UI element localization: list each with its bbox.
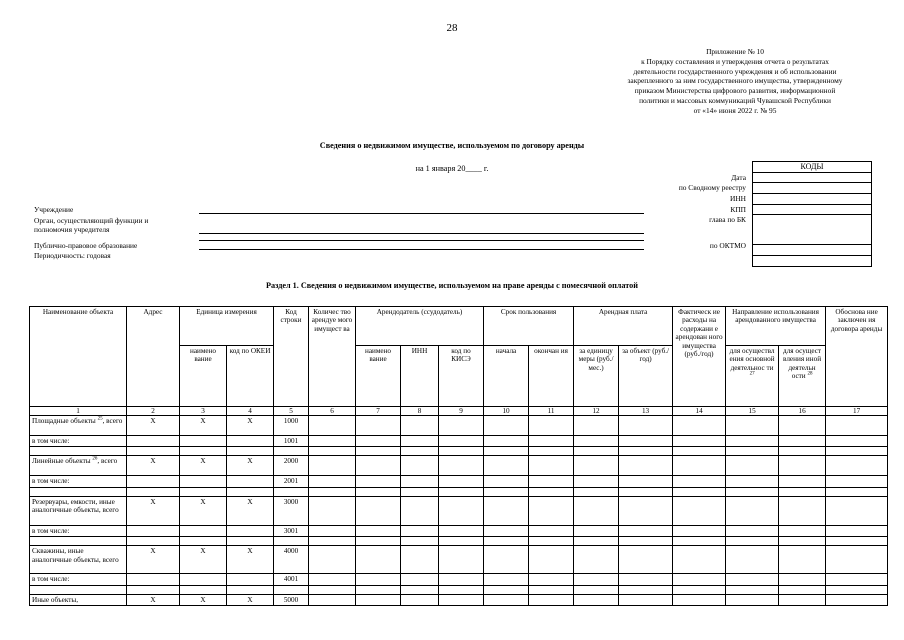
x-mark: X bbox=[227, 546, 274, 574]
data-cell[interactable] bbox=[779, 436, 826, 447]
report-date: на 1 января 20____ г. bbox=[415, 164, 489, 173]
data-cell[interactable] bbox=[619, 476, 673, 487]
code-inn-cell[interactable] bbox=[753, 194, 872, 205]
data-cell[interactable] bbox=[484, 574, 529, 585]
data-cell[interactable] bbox=[529, 456, 574, 476]
row-code: 4001 bbox=[274, 574, 309, 585]
data-cell[interactable] bbox=[127, 525, 180, 536]
label-ppo: Публично-правовое образование bbox=[34, 241, 138, 250]
data-cell[interactable] bbox=[180, 525, 227, 536]
col-lessor-name-header: наимено вание bbox=[356, 346, 401, 407]
data-cell[interactable] bbox=[673, 476, 726, 487]
col-actual-costs-header: Фактическ ие расходы на содержани е арендован ного имущества (руб./год) bbox=[673, 307, 726, 407]
x-mark: X bbox=[180, 416, 227, 436]
data-cell[interactable] bbox=[401, 525, 439, 536]
codes-header: КОДЫ bbox=[753, 162, 872, 173]
data-cell[interactable] bbox=[356, 436, 401, 447]
x-mark: X bbox=[180, 594, 227, 605]
col-term-start-header: начала bbox=[484, 346, 529, 407]
x-mark: X bbox=[227, 496, 274, 525]
code-registry-cell[interactable] bbox=[753, 183, 872, 194]
data-cell[interactable] bbox=[574, 496, 619, 525]
data-cell[interactable] bbox=[673, 436, 726, 447]
data-cell[interactable] bbox=[401, 436, 439, 447]
data-cell[interactable] bbox=[726, 416, 779, 436]
data-cell[interactable] bbox=[619, 496, 673, 525]
row-code: 5000 bbox=[274, 594, 309, 605]
data-cell[interactable] bbox=[309, 416, 356, 436]
col-lessor-header: Арендодатель (ссудодатель) bbox=[356, 307, 484, 346]
code-extra-cell[interactable] bbox=[753, 256, 872, 267]
x-mark: X bbox=[127, 496, 180, 525]
data-cell[interactable] bbox=[574, 525, 619, 536]
x-mark: X bbox=[227, 456, 274, 476]
row-code: 2000 bbox=[274, 456, 309, 476]
data-cell[interactable] bbox=[826, 574, 888, 585]
lease-table bbox=[29, 306, 888, 606]
label-founder-body-1: Орган, осуществляющий функции и bbox=[34, 216, 149, 225]
column-number: 17 bbox=[826, 407, 888, 416]
column-number: 10 bbox=[484, 407, 529, 416]
column-number: 4 bbox=[227, 407, 274, 416]
col-rent-object-header: за объект (руб./год) bbox=[619, 346, 673, 407]
col-address-header: Адрес bbox=[127, 307, 180, 407]
column-number: 11 bbox=[529, 407, 574, 416]
data-cell[interactable] bbox=[619, 436, 673, 447]
col-direction-header: Направление использования арендованного имущества bbox=[726, 307, 826, 346]
col-unit-name-header: наимено вание bbox=[180, 346, 227, 407]
data-cell[interactable] bbox=[484, 416, 529, 436]
data-cell[interactable] bbox=[309, 496, 356, 525]
data-cell[interactable] bbox=[439, 476, 484, 487]
x-mark: X bbox=[180, 456, 227, 476]
row-label: в том числе: bbox=[30, 574, 127, 585]
data-cell[interactable] bbox=[779, 574, 826, 585]
data-cell[interactable] bbox=[619, 525, 673, 536]
data-cell[interactable] bbox=[826, 546, 888, 574]
x-mark: X bbox=[127, 456, 180, 476]
data-cell[interactable] bbox=[529, 476, 574, 487]
data-cell[interactable] bbox=[439, 416, 484, 436]
column-number: 14 bbox=[673, 407, 726, 416]
data-cell[interactable] bbox=[309, 574, 356, 585]
table-row-linear-total bbox=[30, 456, 888, 476]
data-cell[interactable] bbox=[726, 594, 779, 605]
row-code: 3001 bbox=[274, 525, 309, 536]
label-bk: глава по БК bbox=[709, 215, 746, 224]
label-period: Периодичность: годовая bbox=[34, 251, 111, 260]
data-cell[interactable] bbox=[673, 594, 726, 605]
data-cell[interactable] bbox=[826, 525, 888, 536]
data-cell[interactable] bbox=[673, 525, 726, 536]
x-mark: X bbox=[180, 546, 227, 574]
table-row-area-blank bbox=[30, 447, 888, 456]
label-founder-body-2: полномочия учредителя bbox=[34, 225, 110, 234]
col-term-end-header: окончан ия bbox=[529, 346, 574, 407]
label-registry: по Сводному реестру bbox=[678, 183, 746, 192]
data-cell[interactable] bbox=[356, 476, 401, 487]
data-cell[interactable] bbox=[529, 525, 574, 536]
data-cell[interactable] bbox=[673, 496, 726, 525]
data-cell[interactable] bbox=[439, 574, 484, 585]
table-row-other-total bbox=[30, 594, 888, 605]
column-number: 1 bbox=[30, 407, 127, 416]
column-number: 9 bbox=[439, 407, 484, 416]
data-cell[interactable] bbox=[779, 496, 826, 525]
col-row-code-header: Код строки bbox=[274, 307, 309, 407]
data-cell[interactable] bbox=[779, 456, 826, 476]
data-cell[interactable] bbox=[826, 436, 888, 447]
row-label: Иные объекты, bbox=[30, 594, 127, 605]
data-cell[interactable] bbox=[484, 476, 529, 487]
data-cell[interactable] bbox=[529, 436, 574, 447]
codes-box bbox=[752, 161, 872, 267]
data-cell[interactable] bbox=[726, 525, 779, 536]
row-label: в том числе: bbox=[30, 436, 127, 447]
data-cell[interactable] bbox=[309, 525, 356, 536]
data-cell[interactable] bbox=[826, 496, 888, 525]
row-label: в том числе: bbox=[30, 476, 127, 487]
label-kpp: КПП bbox=[730, 205, 746, 214]
col-justification-header: Обоснова ние заключен ия договора аренды bbox=[826, 307, 888, 407]
column-number-row bbox=[30, 407, 888, 416]
data-cell[interactable] bbox=[779, 594, 826, 605]
x-mark: X bbox=[127, 416, 180, 436]
data-cell[interactable] bbox=[574, 416, 619, 436]
column-number: 8 bbox=[401, 407, 439, 416]
table-row-wells-blank bbox=[30, 585, 888, 594]
data-cell[interactable] bbox=[619, 594, 673, 605]
data-cell[interactable] bbox=[826, 456, 888, 476]
data-cell[interactable] bbox=[574, 436, 619, 447]
footnote-25: 25 bbox=[97, 416, 103, 422]
data-cell[interactable] bbox=[574, 456, 619, 476]
data-cell[interactable] bbox=[127, 476, 180, 487]
data-cell[interactable] bbox=[726, 476, 779, 487]
row-label: в том числе: bbox=[30, 525, 127, 536]
table-row-area-total bbox=[30, 416, 888, 436]
x-mark: X bbox=[127, 594, 180, 605]
footnote-27: 27 bbox=[749, 371, 755, 377]
data-cell[interactable] bbox=[484, 546, 529, 574]
row-label: Линейные объекты $^{26}$, всего bbox=[30, 456, 127, 476]
data-cell[interactable] bbox=[726, 456, 779, 476]
label-inn: ИНН bbox=[729, 194, 746, 203]
col-rent-header: Арендная плата bbox=[574, 307, 673, 346]
data-cell[interactable] bbox=[439, 436, 484, 447]
x-mark: X bbox=[227, 416, 274, 436]
row-code: 2001 bbox=[274, 476, 309, 487]
data-cell[interactable] bbox=[529, 496, 574, 525]
data-cell[interactable] bbox=[309, 436, 356, 447]
code-kpp-cell[interactable] bbox=[753, 204, 872, 215]
label-oktmo: по ОКТМО bbox=[709, 241, 746, 250]
data-cell[interactable] bbox=[356, 416, 401, 436]
data-cell[interactable] bbox=[356, 594, 401, 605]
row-code: 1001 bbox=[274, 436, 309, 447]
table-row-wells-including bbox=[30, 574, 888, 585]
data-cell[interactable] bbox=[826, 476, 888, 487]
column-number: 3 bbox=[180, 407, 227, 416]
col-name-header: Наименование объекта bbox=[30, 307, 127, 407]
code-bk-cell[interactable] bbox=[753, 215, 872, 245]
data-cell[interactable] bbox=[529, 594, 574, 605]
data-cell[interactable] bbox=[227, 436, 274, 447]
column-number: 13 bbox=[619, 407, 673, 416]
table-row-linear-including bbox=[30, 476, 888, 487]
data-cell[interactable] bbox=[726, 496, 779, 525]
data-cell[interactable] bbox=[619, 546, 673, 574]
data-cell[interactable] bbox=[673, 416, 726, 436]
data-cell[interactable] bbox=[309, 476, 356, 487]
data-cell[interactable] bbox=[484, 496, 529, 525]
data-cell[interactable] bbox=[309, 546, 356, 574]
table-row-area-including bbox=[30, 436, 888, 447]
x-mark: X bbox=[127, 546, 180, 574]
section-title: Раздел 1. Сведения о недвижимом имуществе, используемом на праве аренды с помесячной оплатой bbox=[266, 281, 638, 290]
data-cell[interactable] bbox=[484, 456, 529, 476]
column-number: 5 bbox=[274, 407, 309, 416]
data-cell[interactable] bbox=[439, 525, 484, 536]
data-cell[interactable] bbox=[779, 525, 826, 536]
col-dir-other-header: для осущест вления иной деятельн ости $^{28}$ bbox=[779, 346, 826, 407]
data-cell[interactable] bbox=[574, 574, 619, 585]
col-rent-unit-header: за единицу меры (руб./ мес.) bbox=[574, 346, 619, 407]
data-cell[interactable] bbox=[356, 546, 401, 574]
data-cell[interactable] bbox=[401, 456, 439, 476]
col-lessor-inn-header: ИНН bbox=[401, 346, 439, 407]
data-cell[interactable] bbox=[619, 416, 673, 436]
table-row-linear-blank bbox=[30, 487, 888, 496]
row-label: Скважины, иные аналогичные объекты, всего bbox=[30, 546, 127, 574]
column-number: 16 bbox=[779, 407, 826, 416]
data-cell[interactable] bbox=[401, 546, 439, 574]
data-cell[interactable] bbox=[673, 546, 726, 574]
x-mark: X bbox=[180, 496, 227, 525]
data-cell[interactable] bbox=[356, 525, 401, 536]
column-number: 12 bbox=[574, 407, 619, 416]
data-cell[interactable] bbox=[673, 456, 726, 476]
appendix-note: Приложение № 10 к Порядку составления и утверждения отчета о результатах деятельности государственного учреждения и об использовании закрепленного за ним государственного имущества, утвержденному приказом Министерства цифрового развития, информационной политики и массовых коммуникаций Чувашской Республики от «14» июня 2022 г. № 95 bbox=[627, 47, 843, 115]
row-code: 3000 bbox=[274, 496, 309, 525]
data-cell[interactable] bbox=[529, 574, 574, 585]
footnote-28: 28 bbox=[807, 371, 813, 377]
founder-body-field[interactable] bbox=[199, 233, 644, 234]
data-cell[interactable] bbox=[673, 574, 726, 585]
data-cell[interactable] bbox=[439, 456, 484, 476]
data-cell[interactable] bbox=[356, 496, 401, 525]
data-cell[interactable] bbox=[574, 546, 619, 574]
column-number: 6 bbox=[309, 407, 356, 416]
col-quantity-header: Количес тво арендуе мого имущест ва bbox=[309, 307, 356, 407]
ppo-field-top bbox=[199, 240, 644, 241]
col-unit-code-header: код по ОКЕИ bbox=[227, 346, 274, 407]
data-cell[interactable] bbox=[779, 476, 826, 487]
label-institution: Учреждение bbox=[34, 205, 74, 214]
data-cell[interactable] bbox=[826, 416, 888, 436]
data-cell[interactable] bbox=[619, 574, 673, 585]
data-cell[interactable] bbox=[529, 416, 574, 436]
data-cell[interactable] bbox=[779, 416, 826, 436]
data-cell[interactable] bbox=[726, 546, 779, 574]
row-code: 1000 bbox=[274, 416, 309, 436]
data-cell[interactable] bbox=[309, 594, 356, 605]
data-cell[interactable] bbox=[726, 574, 779, 585]
col-term-header: Срок пользования bbox=[484, 307, 574, 346]
data-cell[interactable] bbox=[529, 546, 574, 574]
code-date-cell[interactable] bbox=[753, 172, 872, 183]
data-cell[interactable] bbox=[401, 594, 439, 605]
data-cell[interactable] bbox=[401, 476, 439, 487]
data-cell[interactable] bbox=[401, 574, 439, 585]
data-cell[interactable] bbox=[779, 546, 826, 574]
table-row-wells-total bbox=[30, 546, 888, 574]
column-number: 7 bbox=[356, 407, 401, 416]
column-number: 15 bbox=[726, 407, 779, 416]
data-cell[interactable] bbox=[227, 574, 274, 585]
data-cell[interactable] bbox=[401, 496, 439, 525]
data-cell[interactable] bbox=[484, 436, 529, 447]
page-number: 28 bbox=[446, 22, 458, 34]
code-oktmo-cell[interactable] bbox=[753, 245, 872, 256]
data-cell[interactable] bbox=[356, 456, 401, 476]
col-lessor-kise-header: код по КИСЭ bbox=[439, 346, 484, 407]
table-row-reservoir-blank bbox=[30, 537, 888, 546]
row-label: Площадные объекты $^{25}$, всего bbox=[30, 416, 127, 436]
column-number: 2 bbox=[127, 407, 180, 416]
table-row-reservoir-total bbox=[30, 496, 888, 525]
data-cell[interactable] bbox=[619, 456, 673, 476]
data-cell[interactable] bbox=[726, 436, 779, 447]
data-cell[interactable] bbox=[484, 525, 529, 536]
footnote-26: 26 bbox=[92, 457, 98, 463]
data-cell[interactable] bbox=[227, 476, 274, 487]
data-cell[interactable] bbox=[227, 525, 274, 536]
header-row bbox=[30, 307, 888, 346]
table-row-reservoir-including bbox=[30, 525, 888, 536]
data-cell[interactable] bbox=[309, 456, 356, 476]
data-cell[interactable] bbox=[574, 476, 619, 487]
data-cell[interactable] bbox=[574, 594, 619, 605]
row-label: Резервуары, емкости, иные аналогичные объекты, всего bbox=[30, 496, 127, 525]
data-cell[interactable] bbox=[356, 574, 401, 585]
data-cell[interactable] bbox=[439, 496, 484, 525]
data-cell[interactable] bbox=[180, 574, 227, 585]
data-cell[interactable] bbox=[127, 574, 180, 585]
x-mark: X bbox=[227, 594, 274, 605]
data-cell[interactable] bbox=[127, 436, 180, 447]
col-unit-header: Единица измерения bbox=[180, 307, 274, 346]
label-date: Дата bbox=[731, 173, 746, 182]
row-code: 4000 bbox=[274, 546, 309, 574]
form-title: Сведения о недвижимом имуществе, используемом по договору аренды bbox=[319, 141, 585, 150]
ppo-field[interactable] bbox=[199, 249, 644, 250]
data-cell[interactable] bbox=[180, 476, 227, 487]
data-cell[interactable] bbox=[439, 546, 484, 574]
data-cell[interactable] bbox=[439, 594, 484, 605]
data-cell[interactable] bbox=[180, 436, 227, 447]
data-cell[interactable] bbox=[484, 594, 529, 605]
data-cell[interactable] bbox=[401, 416, 439, 436]
institution-field[interactable] bbox=[199, 213, 644, 214]
data-cell[interactable] bbox=[826, 594, 888, 605]
col-dir-main-header: для осуществл ения основной деятельнос ти $^{27}$ bbox=[726, 346, 779, 407]
